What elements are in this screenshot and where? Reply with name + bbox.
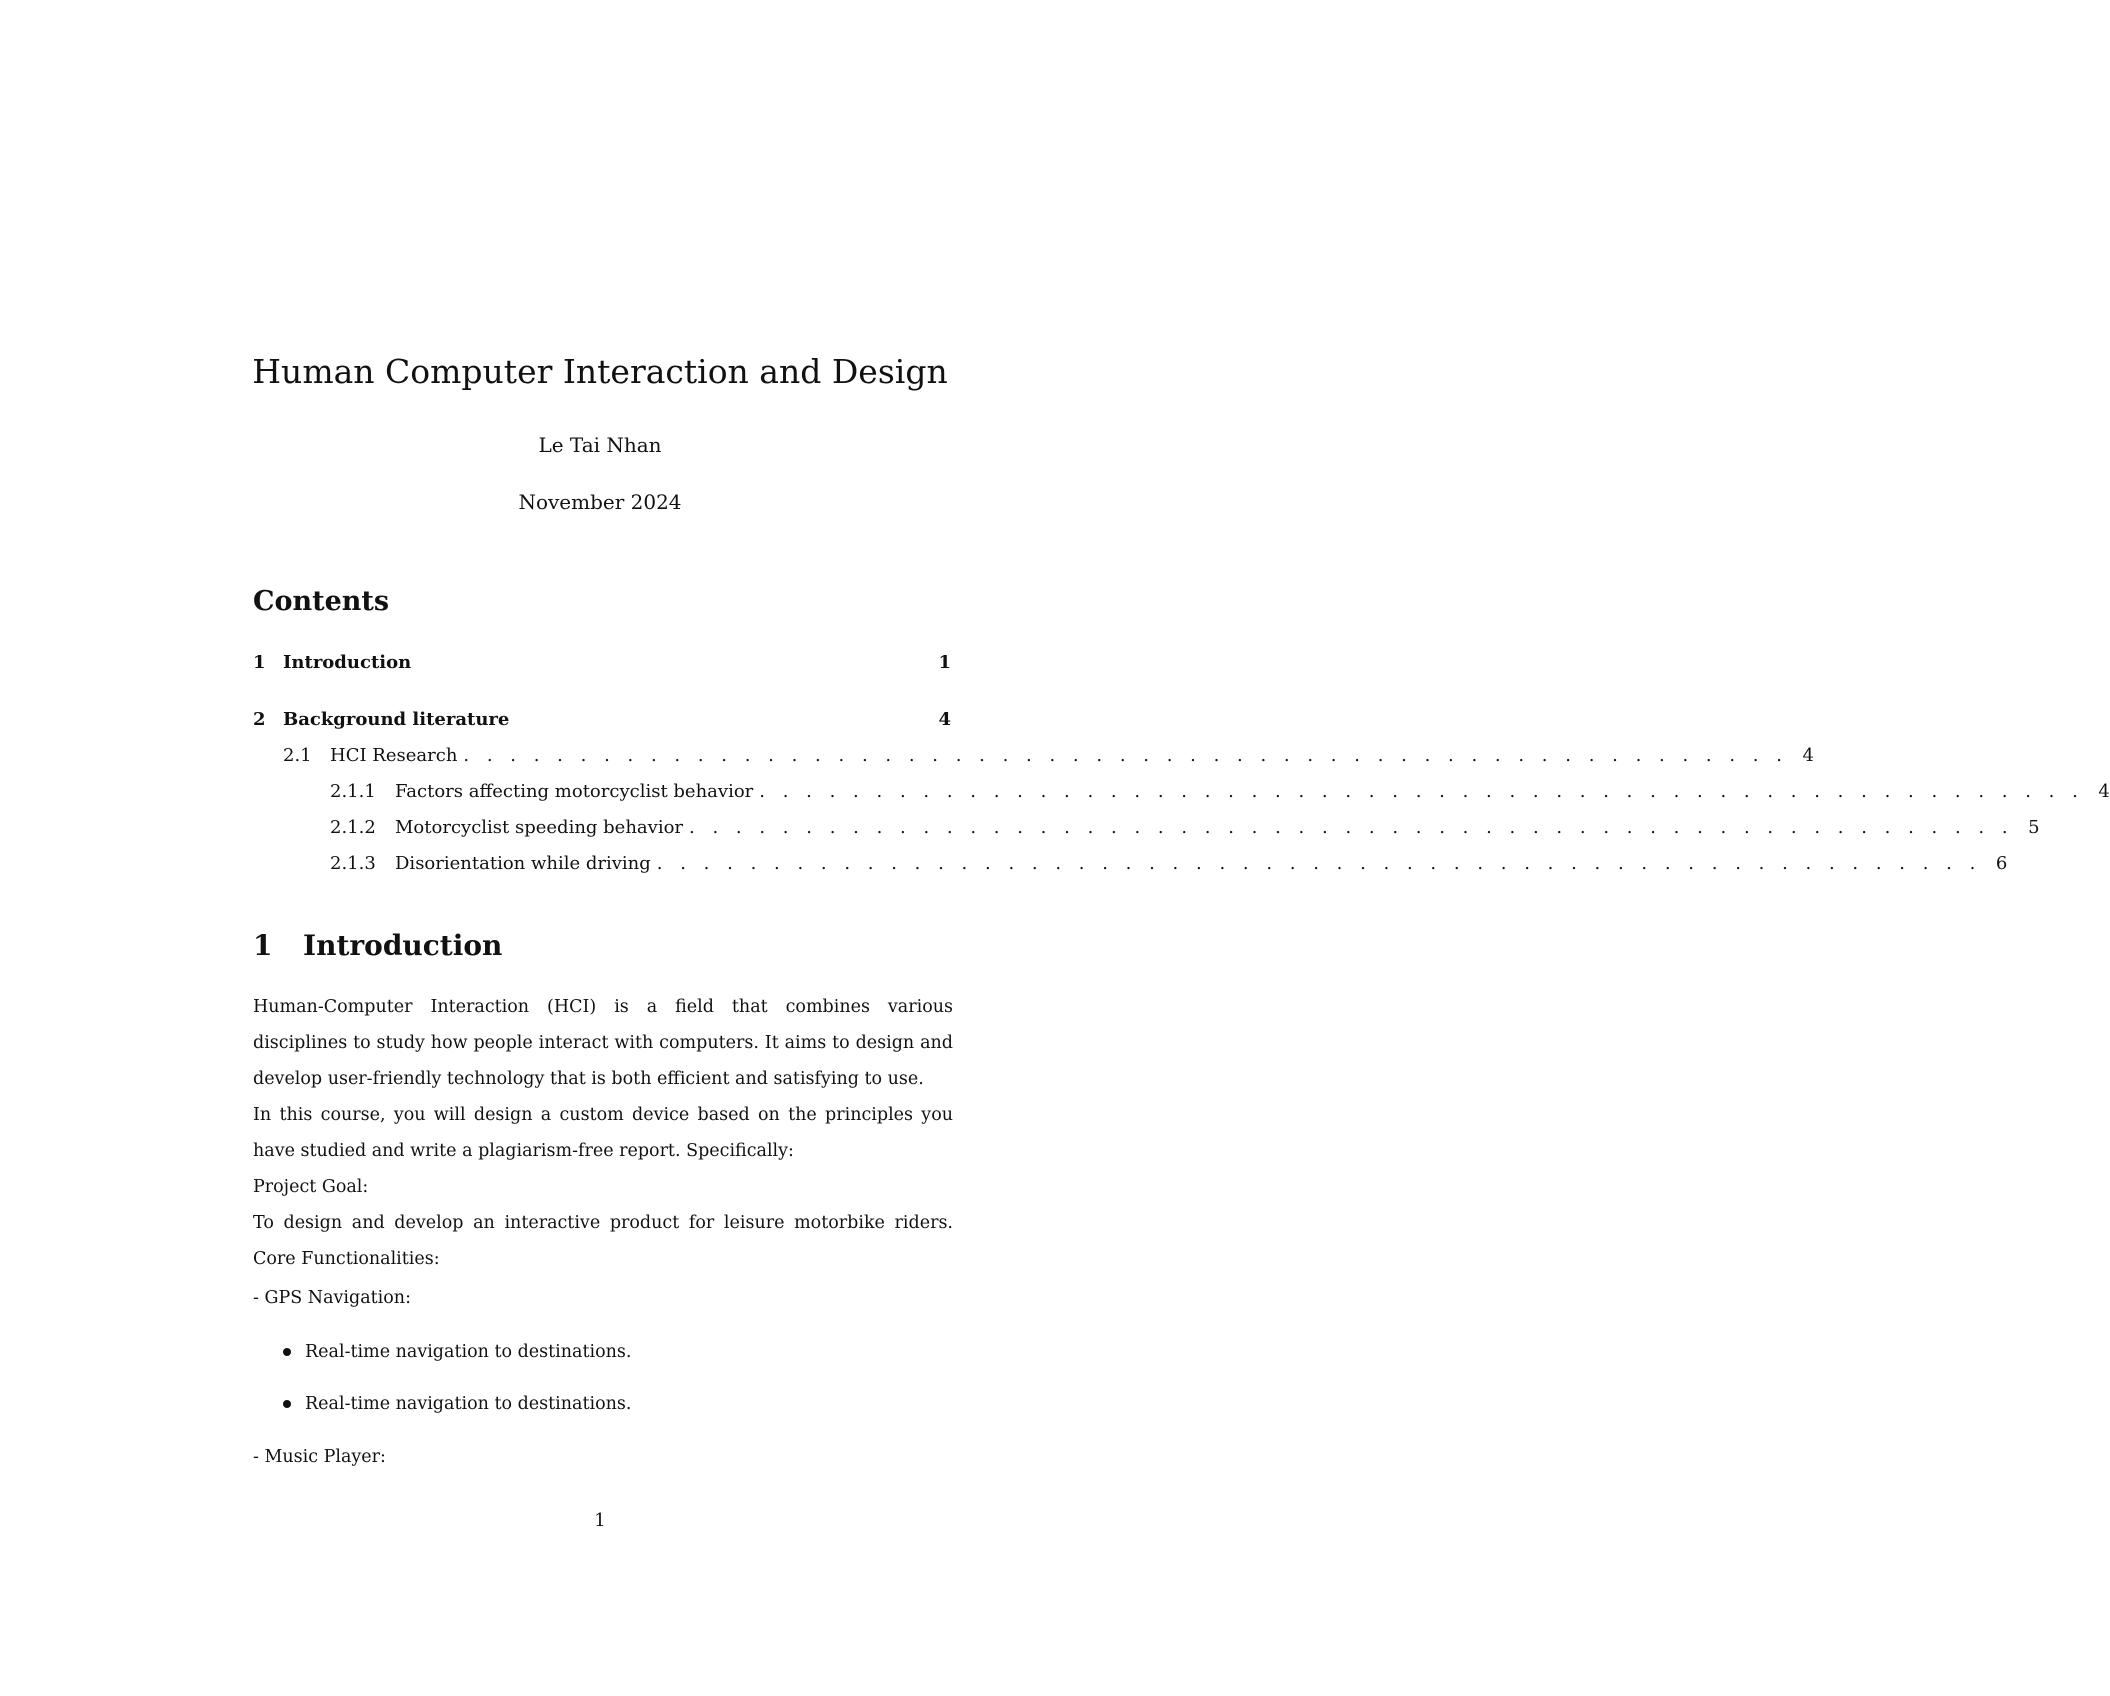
toc-entry-motorcyclist-speeding-behavior[interactable] bbox=[330, 815, 2040, 841]
toc-entry-hci-research[interactable] bbox=[283, 743, 1814, 769]
toc-leader: . . . . . . . . . . . . . . . . . . . . . . . . . . . . . . . . . . . . . . . . . . . . . . . . . . . . . . . . . bbox=[759, 781, 2084, 802]
paragraph: Project Goal: bbox=[253, 1177, 369, 1197]
toc-entry-title: Introduction bbox=[283, 652, 412, 673]
contents-heading: Contents bbox=[253, 586, 390, 617]
document-author: Le Tai Nhan bbox=[538, 433, 662, 457]
page-number: 1 bbox=[594, 1510, 606, 1531]
section-heading-introduction bbox=[253, 928, 502, 964]
toc-leader: . . . . . . . . . . . . . . . . . . . . . . . . . . . . . . . . . . . . . . . . . . . . . . . . . . . . . . . . . bbox=[463, 745, 1788, 766]
toc-entry-background-literature[interactable] bbox=[253, 707, 951, 733]
toc-entry-title: Factors affecting motorcyclist behavior bbox=[395, 781, 754, 802]
paragraph: In this course, you will design a custom device based on the principles you have studied and write a plagiarism-free report. Specifically: bbox=[253, 1105, 953, 1161]
music-player-label: - Music Player: bbox=[253, 1447, 386, 1467]
bullet-icon bbox=[283, 1400, 291, 1408]
toc-entry-page: 6 bbox=[1995, 853, 2008, 874]
gps-navigation-label: - GPS Navigation: bbox=[253, 1288, 411, 1308]
paragraph: To design and develop an interactive product for leisure motorbike riders. Core Functionalities: bbox=[253, 1213, 953, 1269]
toc-entry-introduction[interactable] bbox=[253, 650, 951, 676]
list-item bbox=[283, 1339, 631, 1365]
toc-entry-page: 5 bbox=[2028, 817, 2040, 838]
toc-entry-number: 2.1 bbox=[283, 745, 312, 766]
toc-entry-title: Motorcyclist speeding behavior bbox=[395, 817, 684, 838]
toc-entry-page: 4 bbox=[938, 709, 951, 730]
toc-entry-title: Background literature bbox=[283, 709, 510, 730]
document-date: November 2024 bbox=[518, 490, 682, 514]
toc-entry-title: HCI Research bbox=[330, 745, 458, 766]
toc-leader: . . . . . . . . . . . . . . . . . . . . . . . . . . . . . . . . . . . . . . . . . . . . . . . . . . . . . . . . . bbox=[689, 817, 2014, 838]
toc-entry-number: 2 bbox=[253, 709, 266, 730]
toc-entry-number: 1 bbox=[253, 652, 266, 673]
gps-bullet-list bbox=[283, 1391, 631, 1417]
introduction-body bbox=[253, 989, 953, 1277]
bullet-icon bbox=[283, 1348, 291, 1356]
toc-entry-number: 2.1.1 bbox=[330, 781, 376, 802]
toc-entry-number: 2.1.3 bbox=[330, 853, 376, 874]
document-title: Human Computer Interaction and Design bbox=[252, 352, 948, 391]
gps-bullet-list bbox=[283, 1339, 631, 1365]
list-item-text: Real-time navigation to destinations. bbox=[305, 1342, 632, 1362]
toc-leader: . . . . . . . . . . . . . . . . . . . . . . . . . . . . . . . . . . . . . . . . . . . . . . . . . . . . . . . . . bbox=[656, 853, 1982, 874]
list-item bbox=[283, 1391, 631, 1417]
toc-entry-page: 1 bbox=[938, 652, 951, 673]
list-item-text: Real-time navigation to destinations. bbox=[305, 1394, 632, 1414]
toc-entry-factors-affecting-motorcyclist-behavior[interactable] bbox=[330, 779, 2110, 805]
toc-entry-number: 2.1.2 bbox=[330, 817, 376, 838]
toc-entry-page: 4 bbox=[1802, 745, 1814, 766]
section-title: Introduction bbox=[303, 929, 503, 962]
paragraph: Human-Computer Interaction (HCI) is a field that combines various disciplines to study how people interact with computers. It aims to design and develop user-friendly technology that is both efficient and satisfying to use. bbox=[253, 997, 953, 1089]
toc-entry-title: Disorientation while driving bbox=[395, 853, 651, 874]
toc-entry-disorientation-while-driving[interactable] bbox=[330, 851, 2008, 877]
section-number: 1 bbox=[253, 929, 273, 962]
toc-entry-page: 4 bbox=[2098, 781, 2110, 802]
